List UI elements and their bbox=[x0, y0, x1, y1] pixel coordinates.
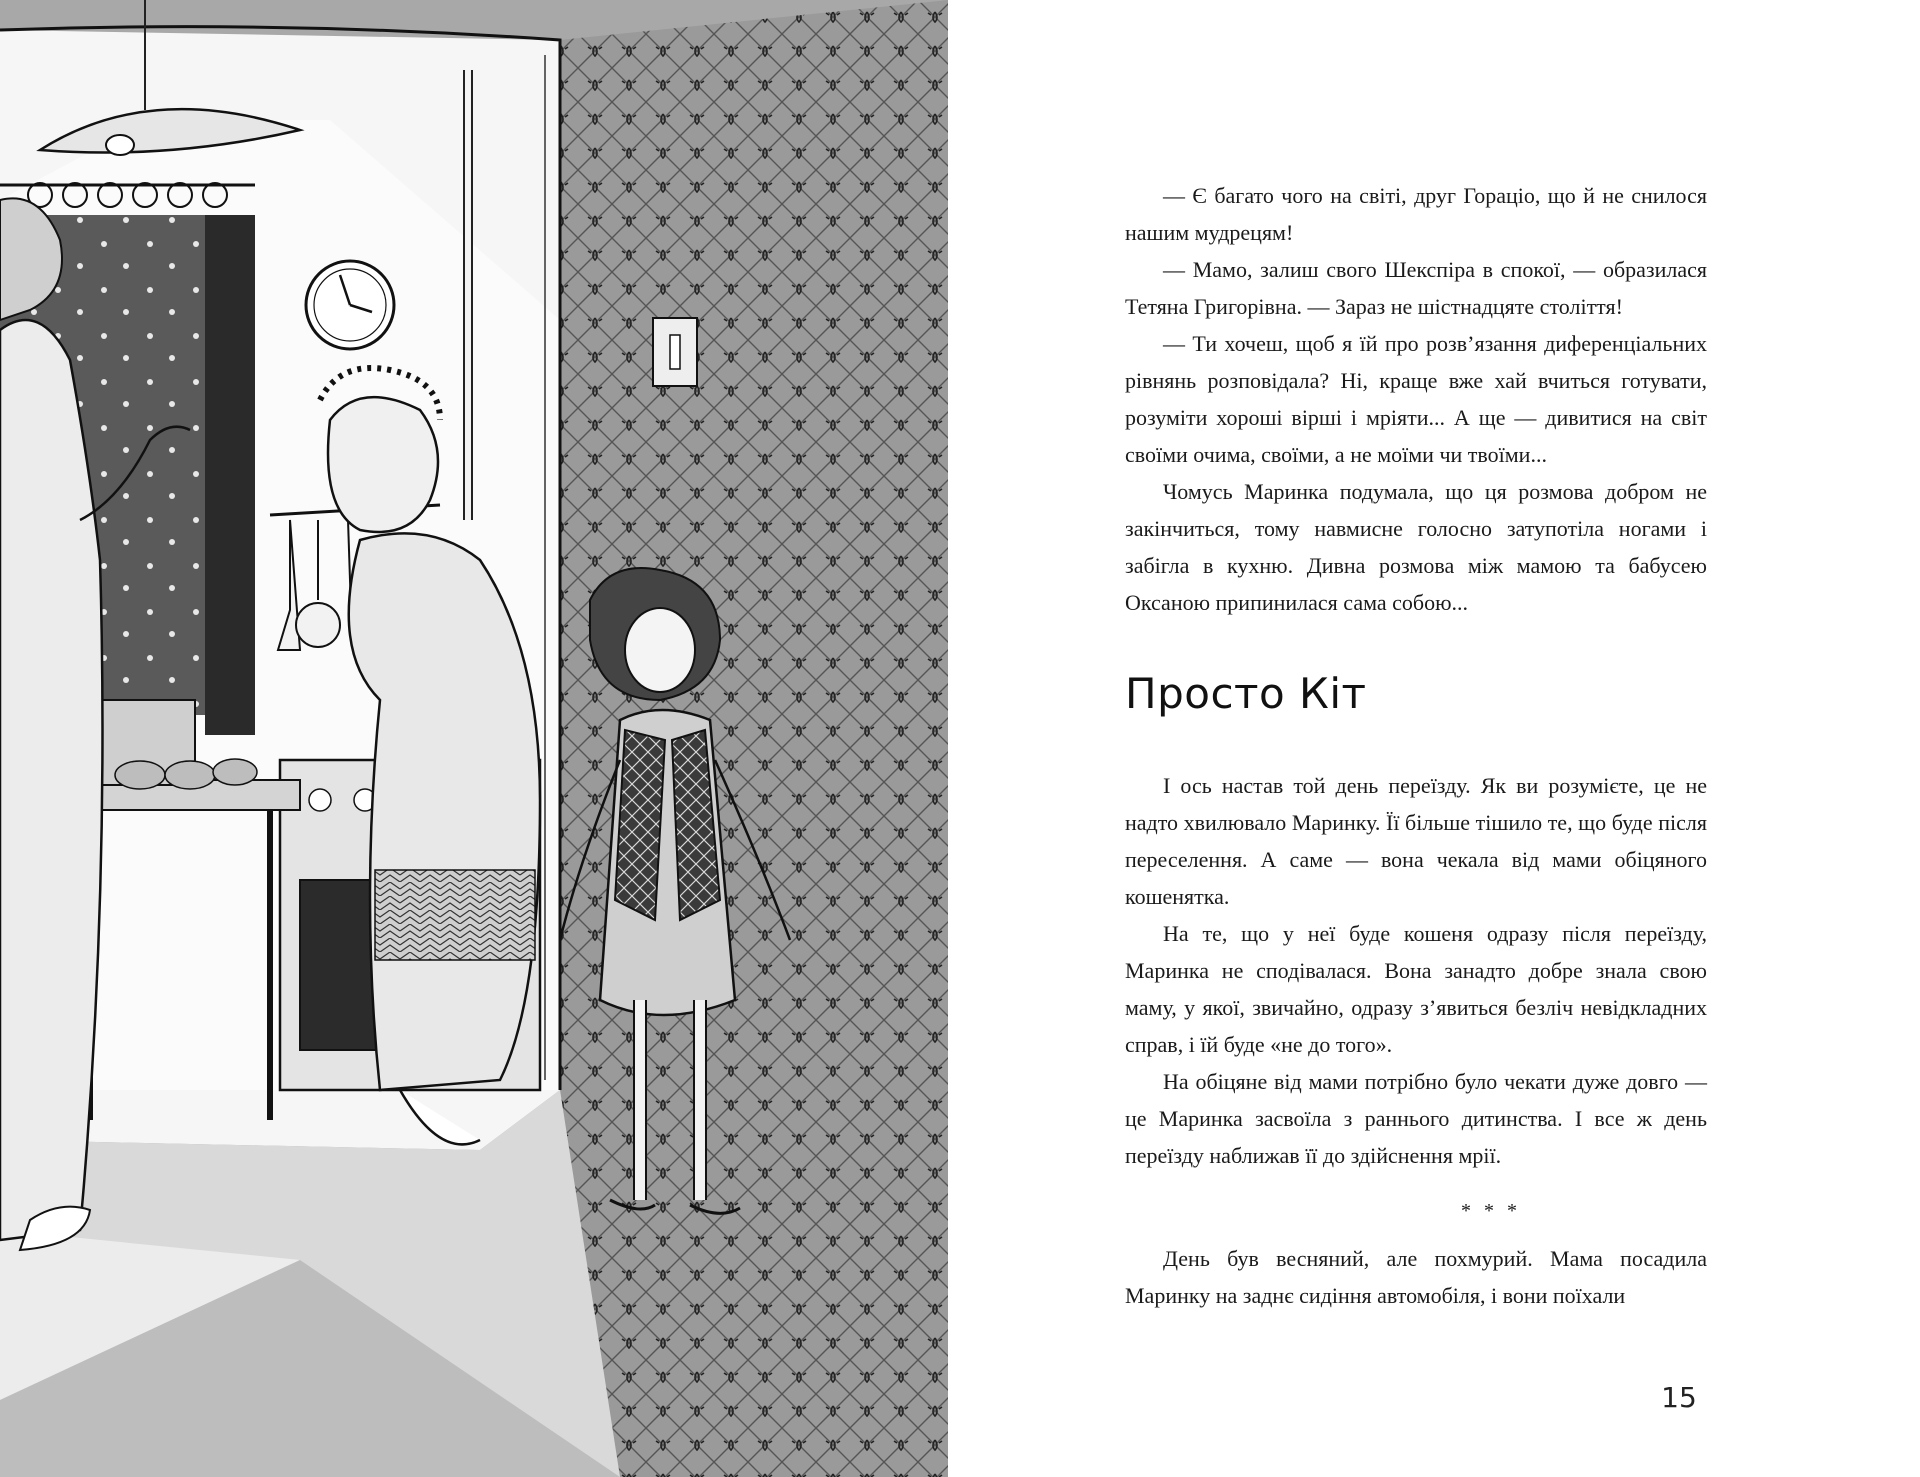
illustration bbox=[0, 0, 948, 1477]
paragraph: На те, що у неї буде кошеня одразу після переїзду, Маринка не сподівалася. Вона занадто добре знала свою маму, у якої, звичайно, одразу з’явиться безліч невідкладних справ, і їй буде «не до того». bbox=[1125, 921, 1707, 1057]
text-block bbox=[1125, 177, 1707, 1314]
text-page bbox=[948, 0, 1920, 1477]
paragraph: Чомусь Маринка подумала, що ця розмова добром не закінчиться, тому навмисне голосно затупотіла ногами і забігла в кухню. Дивна розмова між мамою та бабусею Оксаною припинилася сама собою... bbox=[1125, 479, 1707, 615]
paragraph: День був весняний, але похмурий. Мама посадила Маринку на заднє сидіння автомобіля, і вони поїхали bbox=[1125, 1246, 1707, 1308]
paragraph: На обіцяне від мами потрібно було чекати дуже довго — це Маринка засвоїла з раннього дитинства. І все ж день переїзду наближав її до здійснення мрії. bbox=[1125, 1069, 1707, 1168]
paragraph: І ось настав той день переїзду. Як ви розумієте, це не надто хвилювало Маринку. Її більше тішило те, що буде після переселення. А саме — вона чекала від мами обіцяного кошенятка. bbox=[1125, 773, 1707, 909]
paragraph: — Мамо, залиш свого Шекспіра в спокої, — образилася Тетяна Григорівна. — Зараз не шістнадцяте століття! bbox=[1125, 257, 1707, 319]
page-number: 15 bbox=[1661, 1381, 1697, 1414]
kitchen-scene-drawing bbox=[0, 0, 948, 1477]
paragraph: — Ти хочеш, щоб я їй про розв’язання диференціальних рівнянь розповідала? Ні, краще вже хай вчиться готувати, розуміти хороші вірші і мріяти... А ще — дивитися на світ своїми очима, своїми, а не моїми чи твоїми... bbox=[1125, 331, 1707, 467]
chapter-title: Просто Кіт bbox=[1125, 669, 1367, 718]
scene-break: * * * bbox=[1461, 1200, 1521, 1222]
paragraph: — Є багато чого на світі, друг Гораціо, що й не снилося нашим мудрецям! bbox=[1125, 183, 1707, 245]
